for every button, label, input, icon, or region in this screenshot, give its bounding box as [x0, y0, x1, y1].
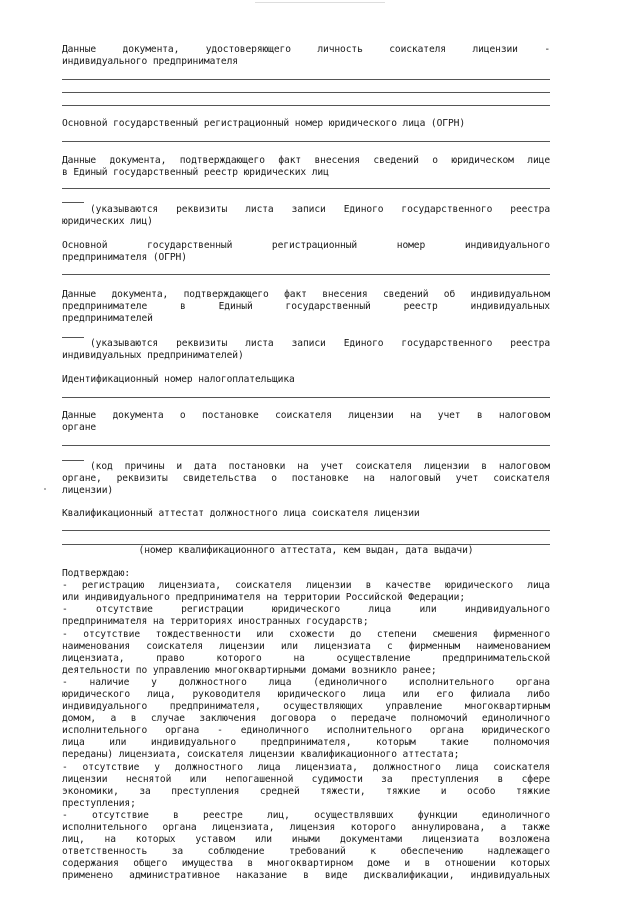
confirm-heading: Подтверждаю:	[62, 568, 131, 579]
confirm-line: лицензии неснятой или непогашенной судимости за преступления в сфере	[62, 774, 550, 785]
blank-line[interactable]	[62, 188, 550, 189]
egrul-hint-line1: (указываются реквизиты листа записи Единого государственного реестра	[90, 204, 550, 215]
confirm-line: преступления;	[62, 798, 136, 809]
blank-line[interactable]	[62, 274, 550, 275]
blank-line-short[interactable]	[62, 460, 84, 461]
blank-line-short[interactable]	[62, 202, 84, 203]
blank-line[interactable]	[62, 141, 550, 142]
ogrnip-label-line1: Основной государственный регистрационный номер индивидуального	[62, 240, 550, 251]
confirm-line: домом, а в случае заключения договора о передаче полномочий единоличного	[62, 713, 550, 724]
blank-line[interactable]	[62, 105, 550, 106]
confirm-line: содержания общего имущества в многоквартирном доме и в отношении которых	[62, 858, 550, 869]
confirm-line: или индивидуального предпринимателя на территории Российской Федерации;	[62, 592, 465, 603]
egrip-document-label-line2: предпринимателе в Единый государственный реестр индивидуальных	[62, 301, 550, 312]
confirm-line: индивидуального предпринимателя, осуществляющих управление многоквартирным	[62, 701, 550, 712]
confirm-line: ответственность за соблюдение требований к обеспечению надлежащего	[62, 846, 550, 857]
confirm-line: юридического лица, руководителя юридического лица или его филиала либо	[62, 689, 550, 700]
confirm-line: исполнительного органа - единоличного исполнительного органа юридического	[62, 725, 550, 736]
tax-hint-line3: лицензии)	[62, 485, 114, 496]
tax-registration-label-line2: органе	[62, 422, 97, 433]
confirm-line: - отсутствие тождественности или схожести до степени смешения фирменного	[62, 629, 550, 640]
tax-registration-label-line1: Данные документа о постановке соискателя лицензии на учет в налоговом	[62, 410, 550, 421]
top-edge-line	[255, 2, 385, 3]
confirm-line: - регистрацию лицензиата, соискателя лицензии в качестве юридического лица	[62, 580, 550, 591]
tax-hint-line2: органе, реквизиты свидетельства о постановке на налоговый учет соискателя	[62, 473, 550, 484]
confirm-line: наименования соискателя лицензии или лицензиата с фирменным наименованием	[62, 641, 550, 652]
confirm-line: деятельности по управлению многоквартирными домами возникло ранее;	[62, 665, 437, 676]
confirm-line: - отсутствие у должностного лица лицензиата, должностного лица соискателя	[62, 762, 550, 773]
blank-line[interactable]	[62, 445, 550, 446]
blank-line[interactable]	[62, 79, 550, 80]
confirm-line: применено административное наказание в виде дисквалификации, индивидуальных	[62, 870, 550, 881]
confirm-line: исполнительного органа лицензиата, лицензия которого аннулирована, а также	[62, 822, 550, 833]
egrul-document-label-line1: Данные документа, подтверждающего факт внесения сведений о юридическом лице	[62, 155, 550, 166]
confirm-line: - наличие у должностного лица (единоличного исполнительного органа	[62, 677, 550, 688]
confirm-line: лиц, на которых уставом или иными документами лицензиата возложена	[62, 834, 550, 845]
blank-line[interactable]	[62, 92, 550, 93]
egrip-hint-line2: индивидуальных предпринимателей)	[62, 350, 244, 361]
confirm-line: переданы) лицензиата, соискателя лицензии квалификационного аттестата;	[62, 749, 460, 760]
qualification-hint: (номер квалификационного аттестата, кем выдан, дата выдачи)	[138, 545, 474, 556]
egrip-document-label-line3: предпринимателей	[62, 313, 153, 324]
tax-hint-line1: (код причины и дата постановки на учет соискателя лицензии в налоговом	[90, 461, 550, 472]
identity-document-label-line1: Данные документа, удостоверяющего личность соискателя лицензии -	[62, 44, 550, 55]
blank-line-short[interactable]	[62, 337, 84, 338]
ogrn-label: Основной государственный регистрационный номер юридического лица (ОГРН)	[62, 118, 465, 129]
inn-label: Идентификационный номер налогоплательщика	[62, 374, 295, 385]
scan-speck	[44, 488, 46, 490]
egrul-hint-line2: юридических лиц)	[62, 216, 153, 227]
confirm-line: - отсутствие в реестре лиц, осуществлявших функции единоличного	[62, 810, 550, 821]
egrul-document-label-line2: в Единый государственный реестр юридических лиц	[62, 167, 329, 178]
ogrnip-label-line2: предпринимателя (ОГРН)	[62, 252, 187, 263]
confirm-line: экономики, за преступления средней тяжести, тяжкие и особо тяжкие	[62, 786, 550, 797]
confirm-line: предпринимателя на территориях иностранных государств;	[62, 616, 369, 627]
confirm-line: лицензиата, право которого на осуществление предпринимательской	[62, 653, 550, 664]
confirm-line: - отсутствие регистрации юридического лица или индивидуального	[62, 604, 550, 615]
qualification-label: Квалификационный аттестат должностного лица соискателя лицензии	[62, 508, 420, 519]
confirm-line: лица или индивидуального предпринимателя, которым такие полномочия	[62, 737, 550, 748]
egrip-document-label-line1: Данные документа, подтверждающего факт внесения сведений об индивидуальном	[62, 289, 550, 300]
identity-document-label-line2: индивидуального предпринимателя	[62, 56, 238, 67]
egrip-hint-line1: (указываются реквизиты листа записи Единого государственного реестра	[90, 338, 550, 349]
blank-line[interactable]	[62, 397, 550, 398]
blank-line[interactable]	[62, 530, 550, 531]
